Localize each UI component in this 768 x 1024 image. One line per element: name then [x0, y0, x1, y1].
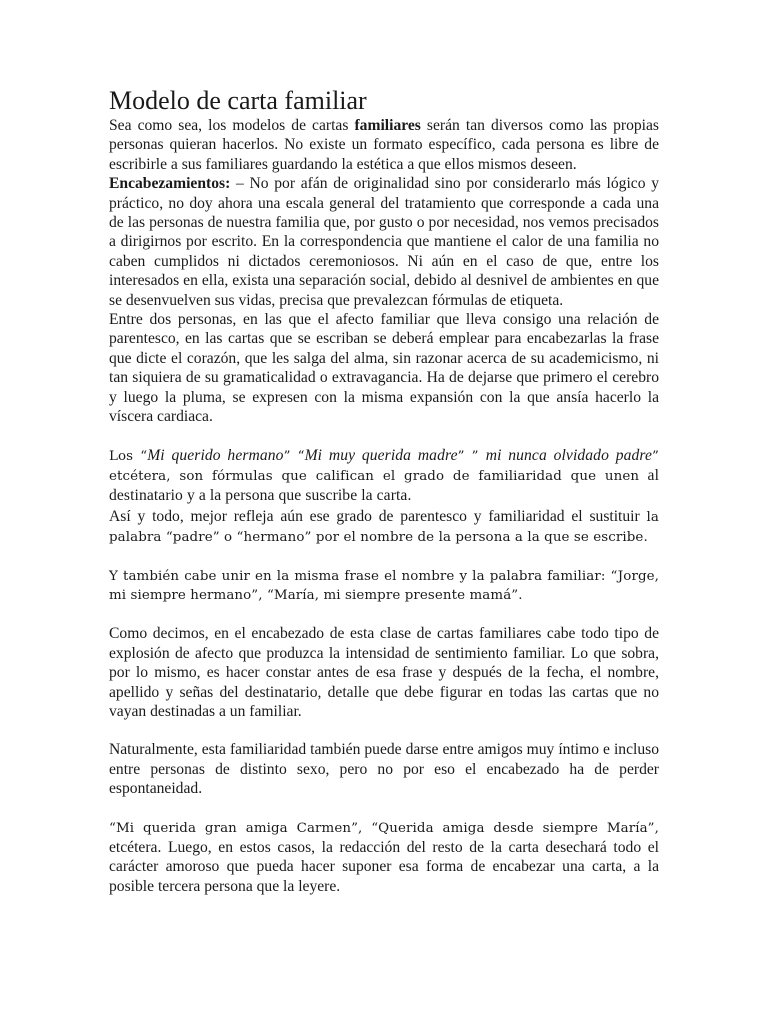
amiga-serif: etcétera. Luego, en estos casos, la redacción del resto de la carta desechará todo el carácter amoroso que pueda hacer suponer esa forma de encabezar una carta, a la posible tercera persona que la leyere. — [109, 839, 659, 895]
formulas-los: Los “ — [109, 448, 148, 464]
intro-text-a: Sea como sea, los modelos de cartas — [109, 117, 355, 134]
paragraph-gap — [109, 799, 659, 818]
intro-text-c: serán tan diversos como las propias personas quieran hacerlos. No existe un formato específico, cada persona es libre de escribirle a sus familiares guardando la estética a que ellos mismos deseen. — [109, 117, 659, 173]
encabezamientos-label: Encabezamientos: — [109, 175, 231, 193]
paragraph-formulas — [109, 446, 659, 507]
formulas-sep-1: ” “ — [283, 448, 305, 464]
amiga-alt: “Mi querida gran amiga Carmen”, “Querida amiga desde siempre María”, — [109, 820, 659, 836]
paragraph-nombre-familiar: Y también cabe unir en la misma frase el nombre y la palabra familiar: “Jorge, mi siempre hermano”, “María, mi siempre presente mamá”. — [109, 568, 659, 603]
formulas-sep-2: ” ” — [457, 448, 486, 464]
paragraph-gap — [109, 605, 659, 624]
formulas-rest-serif: al destinatario y a la persona que suscribe la carta. — [109, 466, 660, 505]
paragraph-naturalmente: Naturalmente, esta familiaridad también puede darse entre amigos muy íntimo e incluso entre personas de distinto sexo, pero no por eso el encabezado ha de perder espontaneidad. — [109, 741, 659, 798]
paragraph-amiga — [109, 818, 659, 897]
intro-bold-familiares: familiares — [354, 117, 421, 134]
encabezamientos-body: No por afán de originalidad sino por considerarlo más lógico y práctico, no doy ahora una escala general del tratamiento que corresponde a cada una de las personas de nuestra familia que, por gusto o por necesidad, nos vemos precisados a dirigirnos por escrito. En la correspondencia que mantiene el calor de una familia no caben cumplidos ni dictados ceremoniosos. Ni aún en el caso de que, entre los interesados en ella, exista una separación social, debido al desnivel de ambientes en que se desenvuelven sus vidas, precisa que prevalezcan fórmulas de etiqueta. — [109, 175, 659, 309]
document-page — [109, 86, 659, 896]
paragraph-gap — [109, 427, 659, 446]
paragraph-encabezamientos — [109, 174, 659, 310]
paragraph-intro — [109, 116, 659, 174]
paragraph-gap — [109, 548, 659, 567]
formula-padre: mi nunca olvidado padre — [485, 446, 653, 464]
paragraph-gap — [109, 721, 659, 740]
paragraph-sustituir — [109, 507, 659, 548]
paragraph-afecto: Entre dos personas, en las que el afecto familiar que lleva consigo una relación de parentesco, en las cartas que se escriban se deberá emplear para encabezarlas la frase que dicte el corazón, que les salga del alma, sin razonar acerca de su academicismo, ni tan siquiera de su gramaticalidad o extravagancia. Ha de dejarse que primero el cerebro y luego la pluma, se expresen con la misma expansión con la que ansía hacerlo la víscera cardiaca. — [109, 311, 659, 426]
sustituir-serif: Así y todo, mejor refleja aún ese grado de parentesco y familiaridad el sustituir — [109, 507, 647, 525]
encabezamientos-dash: – — [230, 175, 250, 193]
sustituir-alt: la palabra “padre” o “hermano” por el nombre de la persona a la que se escribe. — [109, 509, 659, 546]
formula-hermano: Mi querido hermano — [147, 446, 284, 464]
paragraph-como-decimos: Como decimos, en el encabezado de esta clase de cartas familiares cabe todo tipo de explosión de afecto que produzca la intensidad de sentimiento familiar. Lo que sobra, por lo mismo, es hacer constar antes de esa frase y después de la fecha, el nombre, apellido y señas del destinatario, detalle que debe figurar en todas las cartas que no vayan destinadas a un familiar. — [109, 625, 659, 720]
formula-madre: Mi muy querida madre — [304, 446, 458, 464]
page-title: Modelo de carta familiar — [109, 86, 367, 115]
formulas-rest-alt: etcétera, son fórmulas que califican el grado de familiaridad que unen — [109, 468, 640, 484]
formulas-sep-3: ” — [652, 448, 659, 464]
